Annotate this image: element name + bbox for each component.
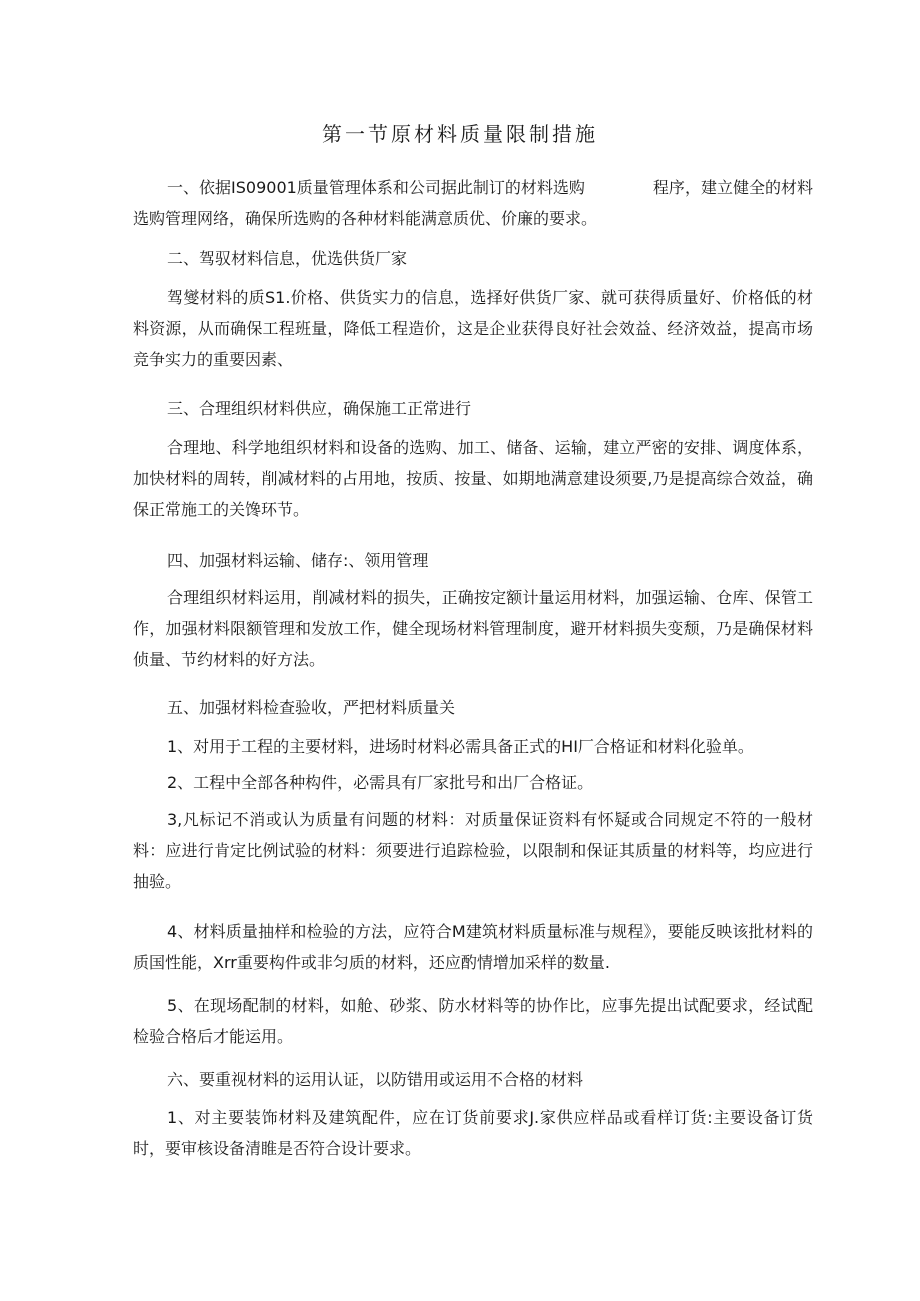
paragraph-2: 驾燮材料的质S1.价格、供货实力的信息，选择好供货厂家、就可获得质量好、价格低的材料资源，从而确保工程班量，降低工程造价，这是企业获得良好社会效益、经济效益，提高市场竞争实力的重要因素、 xyxy=(133,288,813,369)
heading-2: 二、驾驭材料信息，优选供货厂家 xyxy=(167,249,408,268)
page-title: 第一节原材料质量限制措施 xyxy=(322,122,598,146)
paragraph-1-start: 一、依据IS09001质量管理体系和公司据此制订的材料选购 xyxy=(167,178,585,197)
item-5-4: 4、材料质量抽样和检验的方法，应符合M建筑材料质量标准与规程》，要能反映该批材料的质国性能，Xrr重要构件或非匀质的材料，还应酌情增加采样的数量. xyxy=(133,922,813,972)
heading-3: 三、合理组织材料供应，确保施工正常进行 xyxy=(167,399,472,418)
paragraph-1-end: 程序，建立健全的材料选购管理网络，确保所选购的各种材料能满意质优、价廉的要求。 xyxy=(133,178,813,228)
paragraph-1 xyxy=(133,172,813,234)
item-5-1: 1、对用于工程的主要材料，进场时材料必需具备正式的HI厂合格证和材料化验单。 xyxy=(167,737,754,756)
paragraph-4: 合理组织材料运用，削减材料的损失，正确按定额计量运用材料，加强运输、仓库、保管工作，加强材料限额管理和发放工作，健全现场材料管理制度，避开材料损失变颓，乃是确保材料侦量、节约材料的好方法。 xyxy=(133,588,813,669)
item-5-2: 2、工程中全部各种构件，必需具有厂家批号和出厂合格证。 xyxy=(167,773,594,792)
heading-6: 六、要重视材料的运用认证，以防错用或运用不合格的材料 xyxy=(167,1070,584,1089)
heading-4: 四、加强材料运输、储存:、领用管理 xyxy=(167,551,429,570)
item-6-1: 1、对主要装饰材料及建筑配件，应在订货前要求J.家供应样品或看样订货:主要设备订货时，要审核设备清睢是否符合设计要求。 xyxy=(133,1108,813,1158)
item-5-3: 3,凡标记不消或认为质量有问题的材料：对质量保证资料有怀疑或合同规定不符的一般材料：应进行肯定比例试验的材料：须要进行追踪检验，以限制和保证其质量的材料等，均应进行抽验。 xyxy=(133,810,813,891)
heading-5: 五、加强材料检查验收，严把材料质量关 xyxy=(167,698,456,717)
paragraph-3: 合理地、科学地组织材料和设备的选购、加工、储备、运输，建立严密的安排、调度体系，加快材料的周转，削减材料的占用地，按质、按量、如期地满意建设须要,乃是提高综合效益，确保正常施工的关馋环节。 xyxy=(133,438,813,519)
item-5-5: 5、在现场配制的材料，如舱、砂浆、防水材料等的协作比，应事先提出试配要求，经试配检验合格后才能运用。 xyxy=(133,996,813,1046)
